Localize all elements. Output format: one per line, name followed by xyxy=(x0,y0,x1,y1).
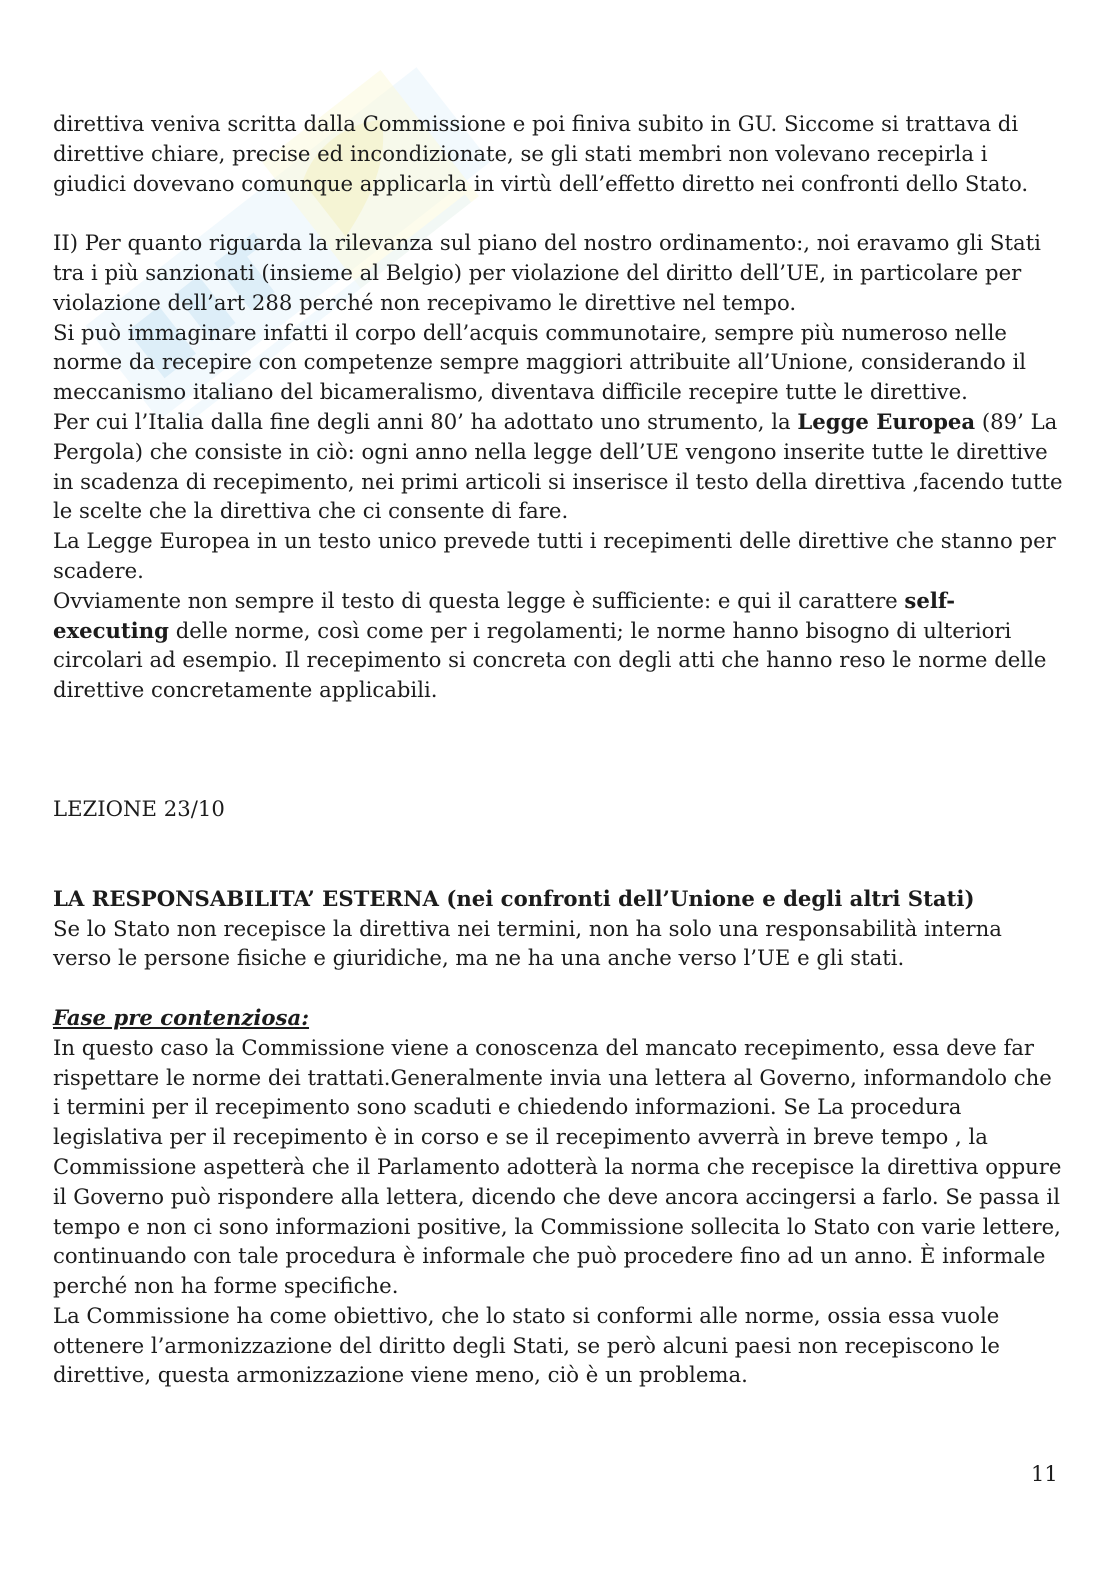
page-number: 11 xyxy=(1031,1462,1058,1486)
bold-term-legge-europea: Legge Europea xyxy=(797,408,976,434)
lesson-heading: LEZIONE 23/10 xyxy=(53,795,225,821)
subheading-text: Fase pre contenziosa: xyxy=(53,1004,310,1030)
section-title: LA RESPONSABILITA’ ESTERNA (nei confronti dell’Unione e degli altri Stati) xyxy=(53,885,975,911)
paragraph-procedure: In questo caso la Commissione viene a conoscenza del mancato recepimento, essa deve far rispettare le norme dei trattati.Generalmente invia una lettera al Governo, informandolo che i termini per il recepimento sono scaduti e chiedendo informazioni. Se La procedura legislativa per il recepimento è in corso e se il recepimento avverrà in breve tempo , la Commissione aspetterà che il Parlamento adotterà la norma che recepisce la direttiva oppure il Governo può rispondere alla lettera, dicendo che deve ancora accingersi a farlo. Se passa il tempo e non ci sono informazioni positive, la Commissione sollecita lo Stato con varie lettere, continuando con tale procedura è informale che può procedere fino ad un anno. È informale perché non ha forme specifiche. xyxy=(53,1034,1062,1299)
paragraph-legal-relevance: II) Per quanto riguarda la rilevanza sul piano del nostro ordinamento:, noi eravamo gli Stati tra i più sanzionati (insieme al Belgio) per violazione del diritto dell’UE, in particolare per violazione dell’art 288 perché non recepivamo le direttive nel tempo. xyxy=(53,230,1041,315)
paragraph-testo-unico: La Legge Europea in un testo unico prevede tutti i recepimenti delle direttive che stanno per scadere. xyxy=(53,528,1056,583)
text-run: delle norme, così come per i regolamenti; le norme hanno bisogno di ulteriori circolari ad esempio. Il recepimento si concreta con degli atti che hanno reso le norme delle direttive concretamente applicabili. xyxy=(53,617,1047,703)
paragraph-acquis: Si può immaginare infatti il corpo dell’acquis communotaire, sempre più numeroso nelle norme da recepire con competenze sempre maggiori attribuite all’Unione, considerando il meccanismo italiano del bicameralismo, diventava difficile recepire tutte le direttive. xyxy=(53,319,1027,405)
text-run: Ovviamente non sempre il testo di questa legge è sufficiente: e qui il carattere xyxy=(53,587,905,613)
bold-term-self-executing: self-executing xyxy=(53,587,956,643)
text-run: Per cui l’Italia dalla fine degli anni 80’ ha adottato uno strumento, la xyxy=(53,408,798,434)
subheading-fase-pre-contenziosa xyxy=(53,1003,1063,1033)
document-body xyxy=(53,109,1063,1390)
paragraph-directive-continued: direttiva veniva scritta dalla Commissione e poi finiva subito in GU. Siccome si trattava di direttive chiare, precise ed incondizionate, se gli stati membri non volevano recepirla i giudici dovevano comunque applicarla in virtù dell’effetto diretto nei confronti dello Stato. xyxy=(53,111,1029,196)
text-run: (89’ La Pergola) che consiste in ciò: ogni anno nella legge dell’UE vengono inserite tutte le direttive in scadenza di recepimento, nei primi articoli si inserisce il testo della direttiva ,facendo tutte le scelte che la direttiva che ci consente di fare. xyxy=(53,408,1063,524)
paragraph-harmonization: La Commissione ha come obiettivo, che lo stato si conformi alle norme, ossia essa vuole ottenere l’armonizzazione del diritto degli Stati, se però alcuni paesi non recepiscono le direttive, questa armonizzazione viene meno, ciò è un problema. xyxy=(53,1302,1000,1388)
paragraph-self-executing xyxy=(53,586,1063,705)
paragraph-legge-europea xyxy=(53,407,1063,526)
paragraph-external-responsibility: Se lo Stato non recepisce la direttiva nei termini, non ha solo una responsabilità interna verso le persone fisiche e giuridiche, ma ne ha una anche verso l’UE e gli stati. xyxy=(53,915,1002,971)
